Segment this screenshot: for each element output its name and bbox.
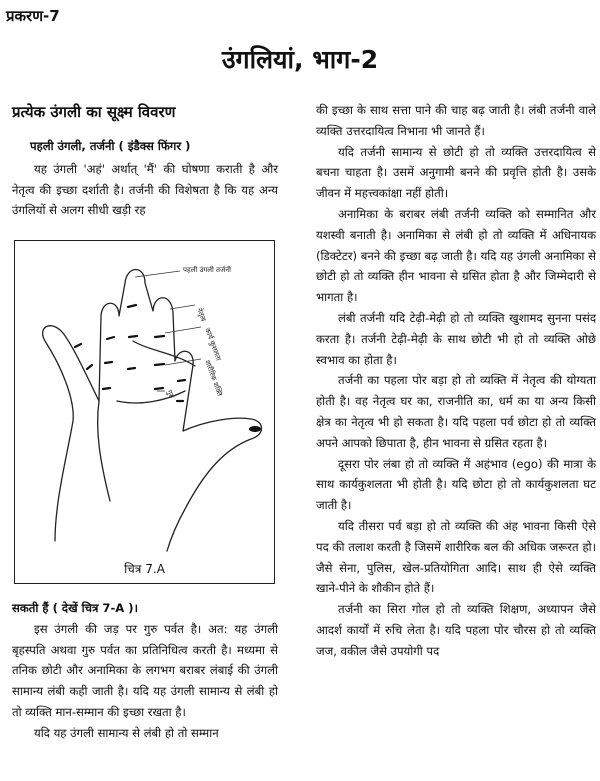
paragraph: अनामिका के बराबर लंबी तर्जनी व्यक्ति को सम्मानित और यशस्वी बनाती है। अनामिका से लंबी हो तो व्यक्ति में अधिनायक (डिक्टेटर) बनने की इच्छा बढ़ जाती है। यदि यह उंगली अनामिका से छोटी हो तो व्यक्ति हीन भावना से ग्रसित होता है और जिम्मेदारी से भागता है। [316,206,597,305]
paragraph: की इच्छा के साथ सत्ता पाने की चाह बढ़ जाती है। लंबी तर्जनी वाले व्यक्ति उत्तरदायित्व निभाना भी जानते हैं। [316,103,597,138]
right-column [316,100,596,662]
chapter-label: प्रकरण-7 [6,7,60,25]
paragraph: तर्जनी का सिरा गोल हो तो व्यक्ति शिक्षण, अध्यापन जैसे आदर्श कार्यों में रुचि लेता है। यदि पहला पोर चौरस हो तो व्यक्ति जज, वकील जैसे उपयोगी पद [316,602,597,658]
figure-label-strength: शारीरिक शक्ति [203,358,224,398]
section-heading: प्रत्येक उंगली का सूक्ष्म विवरण [12,103,176,121]
figure-label-leadership: नेतृत्व [195,306,208,323]
paragraph-line: सकती हैं ( देखें चित्र 7-A )। [12,601,138,615]
hand-illustration [15,241,273,561]
figure-caption: चित्र 7.A [124,562,165,576]
figure-label-guru: गुरु [165,388,176,400]
paragraph: दूसरा पोर लंबा हो तो व्यक्ति में अहंभाव (ego) की मात्रा के साथ कार्यकुशलता भी होती है। यदि छोटा हो तो कार्यकुशलता घट जाती है। [316,456,597,513]
paragraph: इस उंगली की जड़ पर गुरु पर्वत है। अत: यह उंगली बृहस्पति अथवा गुरु पर्वत का प्रतिनिधित्व करती है। मध्यमा से तनिक छोटी और अनामिका के लगभग बराबर लंबाई की उंगली सामान्य लंबी कही जाती है। यदि यह उंगली सामान्य से लंबी हो तो व्यक्ति मान-सम्मान की इच्छा रखता है। [12,621,279,719]
page-title: उंगलियां, भाग-2 [221,45,379,74]
left-column-bottom [12,598,278,744]
intro-paragraph: यह उंगली 'अहं' अर्थात् 'मैं' की घोषणा कराती है और नेतृत्व की इच्छा दर्शाती है। तर्जनी की विशेषता है कि यह अन्य उंगलियों से अलग सीधी खड़ी रह [12,161,278,218]
paragraph: यदि तीसरा पर्व बड़ा हो तो व्यक्ति की अंह भावना किसी ऐसे पद की तलाश करती है जिसमें शारीरिक बल की अधिक जरूरत हो। जैसे सेना, पुलिस, खेल-प्रतियोगिता आदि। साथ ही ऐसे व्यक्ति खाने-पीने के शौकीन होते हैं। [316,518,597,596]
paragraph: लंबी तर्जनी यदि टेढ़ी-मेढ़ी हो तो व्यक्ति खुशामद सुनना पसंद करता है। तर्जनी टेढ़ी-मेढ़ी के साथ छोटी भी हो तो व्यक्ति ओछे स्वभाव का होता है। [316,310,597,367]
hand-figure [14,240,275,584]
paragraph: तर्जनी का पहला पोर बड़ा हो तो व्यक्ति में नेतृत्व की योग्यता होती है। वह नेतृत्व घर का, राजनीति का, धर्म का या अन्य किसी क्षेत्र का नेतृत्व भी हो सकता है। यदि पहला पर्व छोटा हो तो व्यक्ति अपने आपको छिपाता है, हीन भावना से ग्रसित रहता है। [316,373,597,450]
paragraph: यदि यह उंगली सामान्य से लंबी हो तो सम्मान [34,725,219,740]
figure-label-top: पहली उंगली तर्जनी [183,266,231,274]
figure-label-skill: कार्य कुशलता [203,326,223,362]
sub-heading: पहली उंगली, तर्जनी ( इंडैक्स फिंगर ) [30,139,191,153]
left-column-top [12,100,278,221]
paragraph: यदि तर्जनी सामान्य से छोटी हो तो व्यक्ति उत्तरदायित्व से बचना चाहता है। उसमें अनुगामी बनने की प्रवृत्ति होती है। उसके जीवन में महत्त्वकांक्षा नहीं होती। [316,144,597,201]
